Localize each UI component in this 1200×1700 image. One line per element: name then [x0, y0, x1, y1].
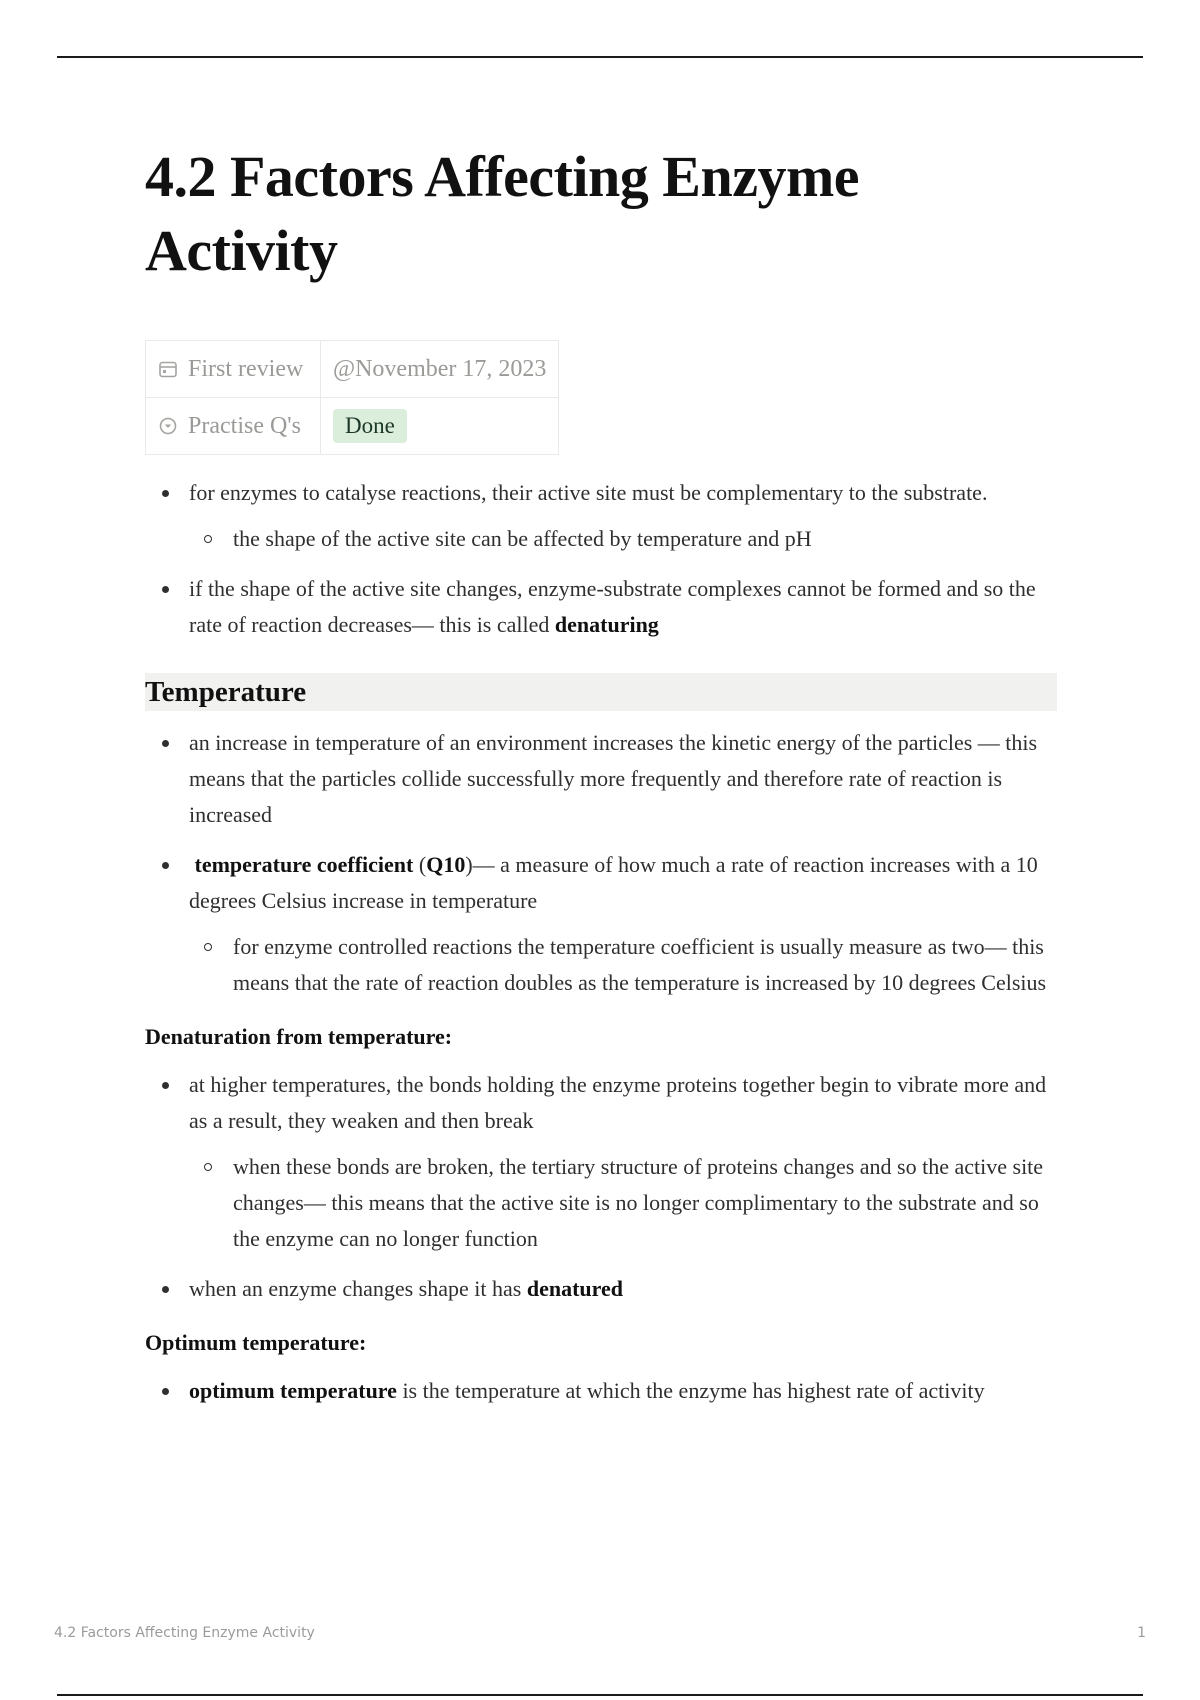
temperature-list [145, 725, 1057, 1001]
section-heading-temperature: Temperature [145, 673, 1057, 711]
list-item [145, 571, 1057, 643]
top-rule [57, 56, 1143, 58]
optimum-list [145, 1373, 1057, 1409]
footer-page-number: 1 [1137, 1625, 1146, 1641]
list-item [189, 521, 1057, 557]
first-review-date[interactable]: @November 17, 2023 [321, 341, 559, 398]
properties-table [145, 340, 559, 455]
footer-title: 4.2 Factors Affecting Enzyme Activity [54, 1625, 315, 1641]
status-circle-icon [158, 416, 178, 436]
property-label: Practise Q's [188, 412, 301, 439]
status-tag[interactable]: Done [333, 409, 407, 443]
practise-qs-value[interactable] [321, 398, 559, 455]
list-item-text: if the shape of the active site changes, enzyme-substrate complexes cannot be formed and so the rate of reaction decreases— this is called [189, 576, 1036, 637]
bold-term: denaturing [554, 612, 659, 637]
sub-list [189, 929, 1057, 1001]
list-item-text: ( [413, 852, 427, 877]
property-name-practise-qs[interactable] [146, 398, 321, 455]
bold-term-text: temperature coefficient [194, 852, 414, 877]
list-item [189, 929, 1057, 1001]
list-item-text: at higher temperatures, the bonds holding the enzyme proteins together begin to vibrate more and as a result, they weaken and then break [189, 1072, 1047, 1133]
property-row-practise-qs [146, 398, 559, 455]
property-name-first-review[interactable] [146, 341, 321, 398]
property-label: First review [188, 355, 304, 382]
sub-list [189, 1149, 1057, 1257]
list-item-text: when these bonds are broken, the tertiary structure of proteins changes and so the active site changes— this means that the active site is no longer complimentary to the substrate and so the enzyme can no longer function [233, 1154, 1044, 1251]
list-item [145, 725, 1057, 833]
intro-list [145, 475, 1057, 643]
list-item-text: for enzymes to catalyse reactions, their active site must be complementary to the substrate. [189, 480, 988, 505]
denaturation-list [145, 1067, 1057, 1307]
list-item-text: is the temperature at which the enzyme has highest rate of activity [396, 1378, 985, 1403]
list-item-text: for enzyme controlled reactions the temperature coefficient is usually measure as two— this means that the rate of reaction doubles as the temperature is increased by 10 degrees Celsius [233, 934, 1047, 995]
bold-term: Q10 [426, 852, 466, 877]
subheading-denaturation: Denaturation from temperature: [145, 1024, 453, 1049]
list-item [145, 1271, 1057, 1307]
bottom-rule [57, 1694, 1143, 1696]
property-row-first-review [146, 341, 559, 398]
list-item [145, 475, 1057, 557]
list-item-text: when an enzyme changes shape it has [189, 1276, 527, 1301]
sub-list [189, 521, 1057, 557]
list-item-text: the shape of the active site can be affected by temperature and pH [233, 526, 812, 551]
list-item-text: an increase in temperature of an environment increases the kinetic energy of the particles — this means that the particles collide successfully more frequently and therefore rate of reaction is increased [189, 730, 1038, 827]
list-item [145, 1373, 1057, 1409]
subheading-optimum: Optimum temperature: [145, 1330, 367, 1355]
list-item-text: )— a measure of how much a rate of reaction increases with a 10 degrees Celsius increase in temperature [189, 852, 1038, 913]
list-item [145, 847, 1057, 1001]
bold-term [189, 852, 413, 877]
page-content [145, 140, 1057, 1409]
list-item [145, 1067, 1057, 1257]
bold-term: denatured [526, 1276, 623, 1301]
bold-term: optimum temperature [189, 1378, 397, 1403]
calendar-icon [158, 359, 178, 379]
list-item [189, 1149, 1057, 1257]
page-title: 4.2 Factors Affecting Enzyme Activity [145, 144, 860, 283]
